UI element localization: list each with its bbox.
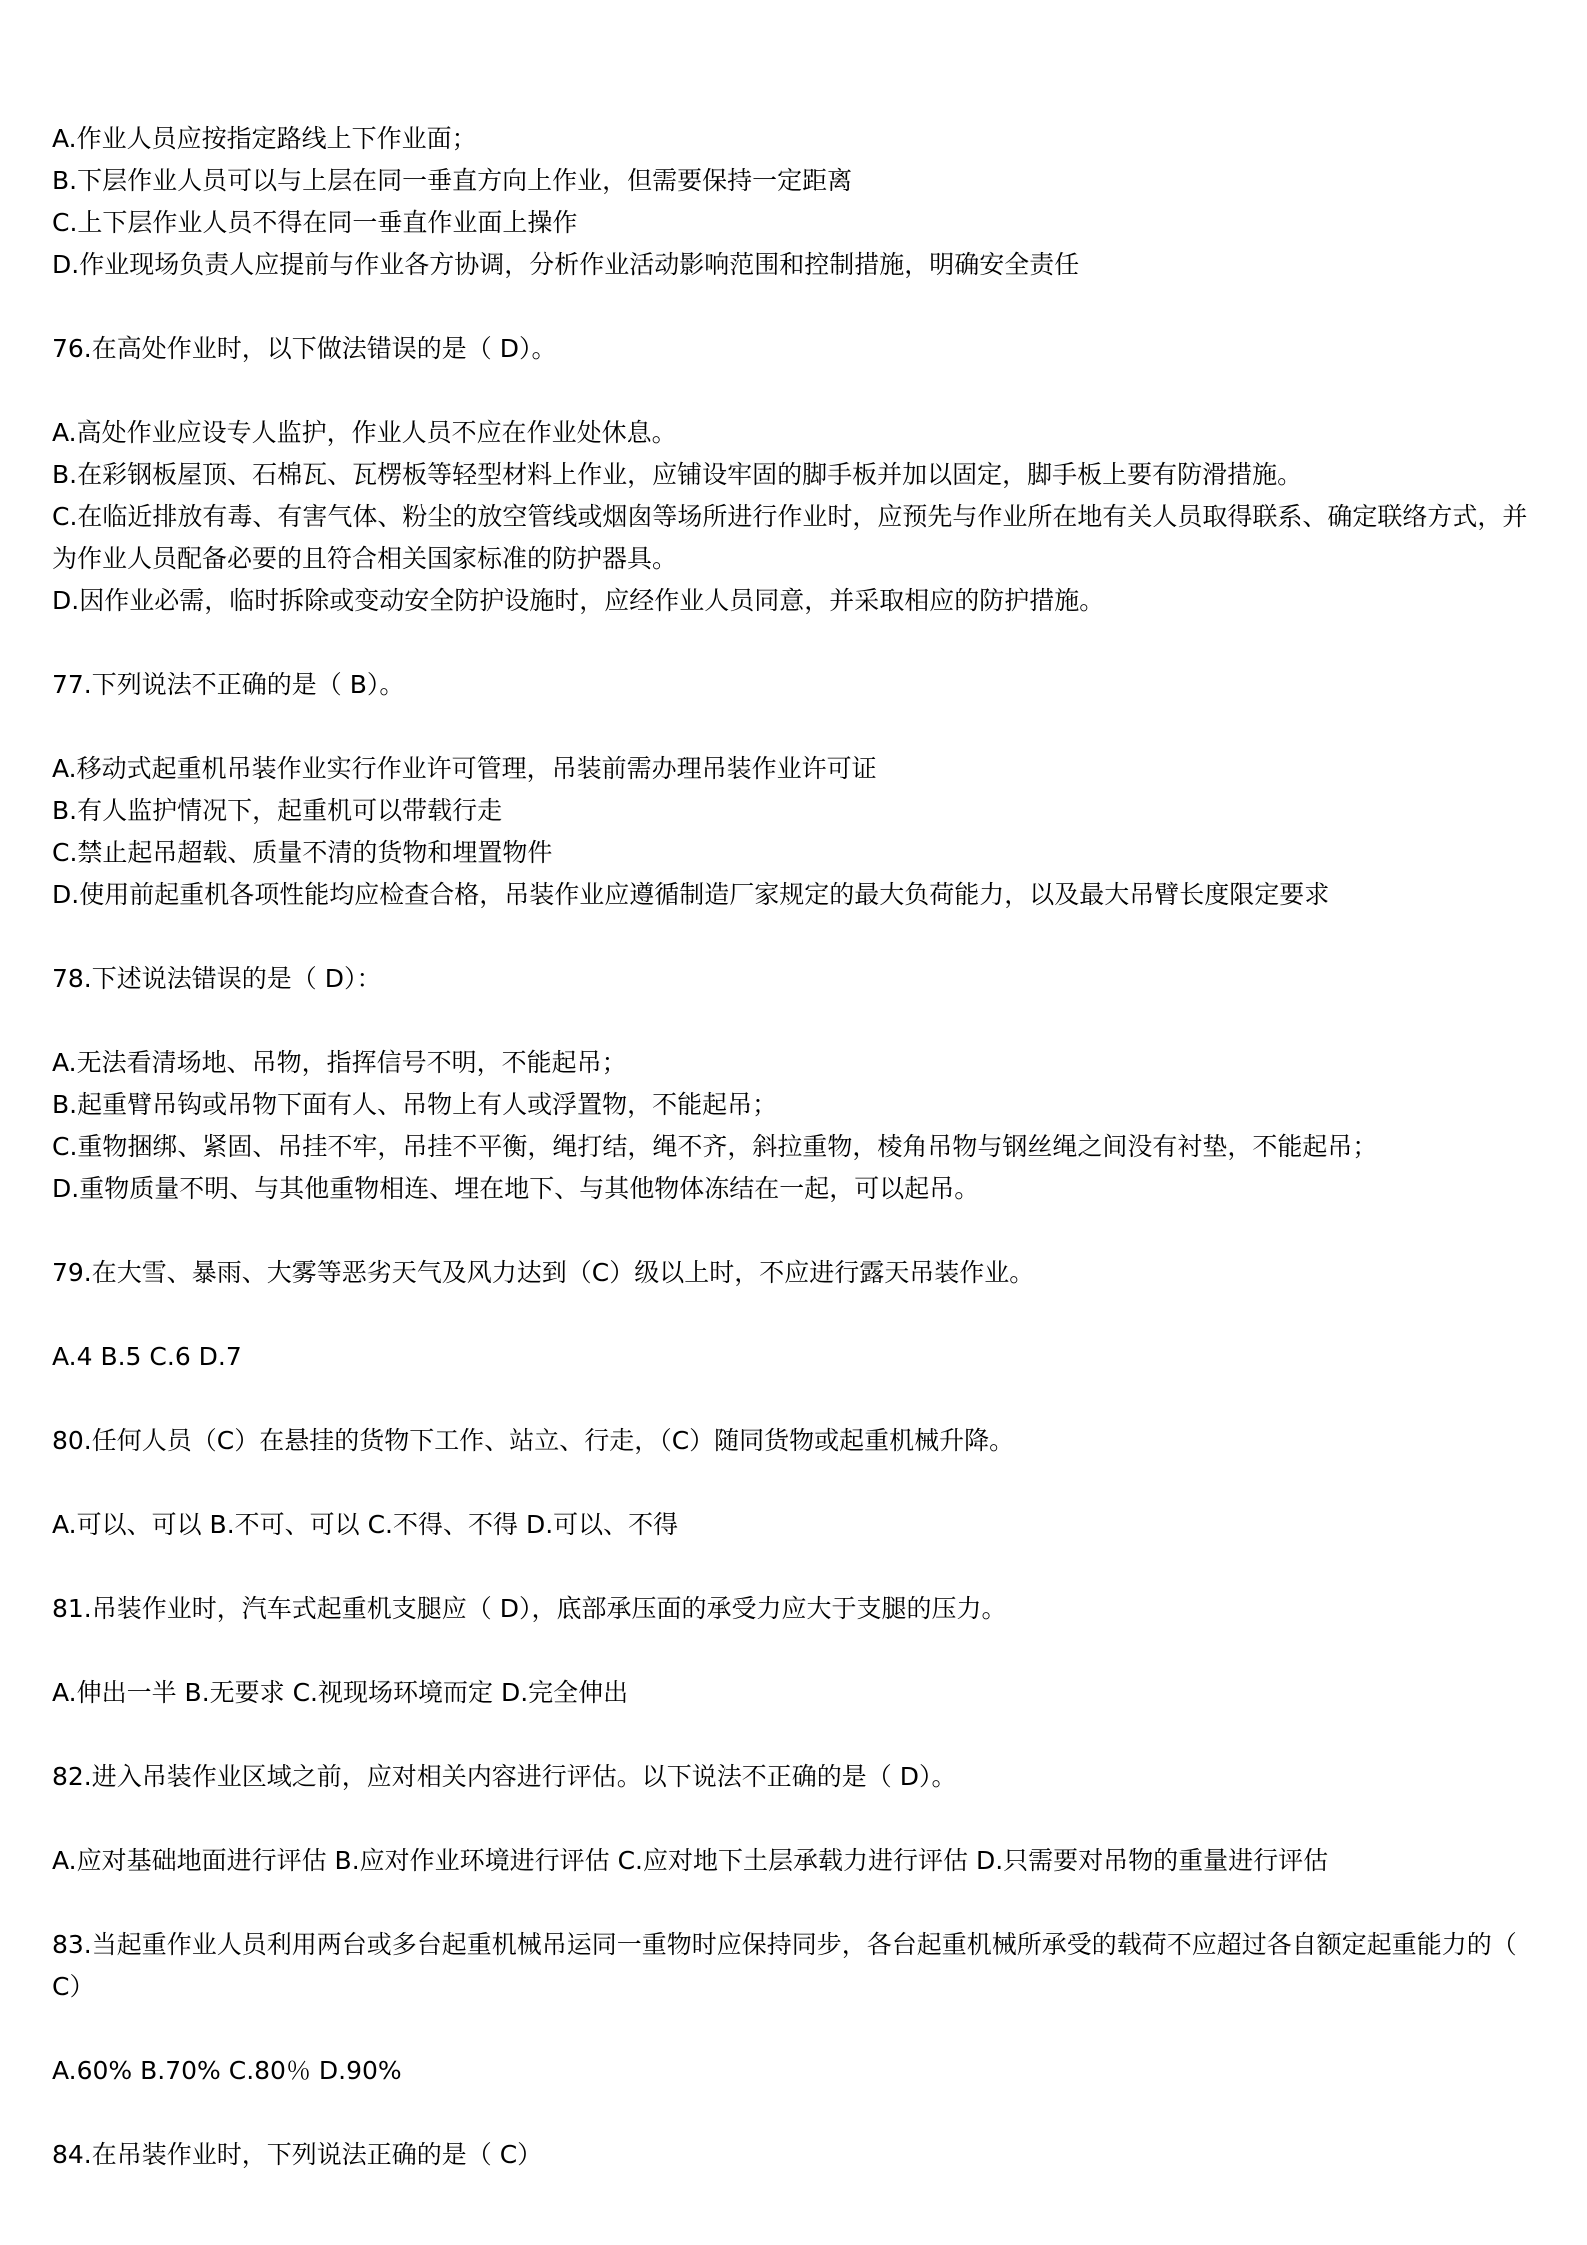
question-82: 82.进入吊装作业区域之前，应对相关内容进行评估。以下说法不正确的是（ D）。 <box>52 1762 957 1791</box>
option-line: C.禁止起吊超载、质量不清的货物和埋置物件 <box>52 838 553 867</box>
options-line: A.4 B.5 C.6 D.7 <box>52 1342 242 1371</box>
spacer <box>52 370 1552 412</box>
option-line: C.重物捆绑、紧固、吊挂不牢，吊挂不平衡，绳打结，绳不齐，斜拉重物，棱角吊物与钢丝绳之间没有衬垫，不能起吊； <box>52 1132 1378 1161</box>
spacer <box>52 286 1552 328</box>
option-line: B.下层作业人员可以与上层在同一垂直方向上作业，但需要保持一定距离 <box>52 166 853 195</box>
question-83: 83.当起重作业人员利用两台或多台起重机械吊运同一重物时应保持同步，各台起重机械所承受的载荷不应超过各自额定起重能力的（ C） <box>52 1930 1517 2001</box>
spacer <box>52 622 1552 664</box>
spacer <box>52 1210 1552 1252</box>
question-81: 81.吊装作业时，汽车式起重机支腿应（ D），底部承压面的承受力应大于支腿的压力。 <box>52 1594 1007 1623</box>
option-line: A.作业人员应按指定路线上下作业面； <box>52 124 477 153</box>
option-line: B.有人监护情况下，起重机可以带载行走 <box>52 796 503 825</box>
options-line: A.60% B.70% C.80％ D.90% <box>52 2056 402 2085</box>
question-77: 77.下列说法不正确的是（ B）。 <box>52 670 405 699</box>
option-line: B.起重臂吊钩或吊物下面有人、吊物上有人或浮置物，不能起吊； <box>52 1090 778 1119</box>
options-line: A.伸出一半 B.无要求 C.视现场环境而定 D.完全伸出 <box>52 1678 629 1707</box>
spacer <box>52 1546 1552 1588</box>
document-page <box>52 118 1552 2176</box>
question-76: 76.在高处作业时，以下做法错误的是（ D）。 <box>52 334 557 363</box>
options-line: A.应对基础地面进行评估 B.应对作业环境进行评估 C.应对地下土层承载力进行评估 D.只需要对吊物的重量进行评估 <box>52 1846 1329 1875</box>
option-line: A.移动式起重机吊装作业实行作业许可管理，吊装前需办理吊装作业许可证 <box>52 754 877 783</box>
option-line: D.作业现场负责人应提前与作业各方协调，分析作业活动影响范围和控制措施，明确安全责任 <box>52 250 1080 279</box>
spacer <box>52 1378 1552 1420</box>
spacer <box>52 1714 1552 1756</box>
spacer <box>52 1882 1552 1924</box>
spacer <box>52 1000 1552 1042</box>
option-line: C.在临近排放有毒、有害气体、粉尘的放空管线或烟囱等场所进行作业时，应预先与作业所在地有关人员取得联系、确定联络方式，并为作业人员配备必要的且符合相关国家标准的防护器具。 <box>52 502 1528 573</box>
question-80: 80.任何人员（C）在悬挂的货物下工作、站立、行走，（C）随同货物或起重机械升降。 <box>52 1426 1015 1455</box>
question-79: 79.在大雪、暴雨、大雾等恶劣天气及风力达到（C）级以上时，不应进行露天吊装作业。 <box>52 1258 1035 1287</box>
option-line: D.使用前起重机各项性能均应检查合格，吊装作业应遵循制造厂家规定的最大负荷能力，以及最大吊臂长度限定要求 <box>52 880 1330 909</box>
options-line: A.可以、可以 B.不可、可以 C.不得、不得 D.可以、不得 <box>52 1510 679 1539</box>
option-line: A.无法看清场地、吊物，指挥信号不明，不能起吊； <box>52 1048 627 1077</box>
option-line: A.高处作业应设专人监护，作业人员不应在作业处休息。 <box>52 418 677 447</box>
spacer <box>52 1462 1552 1504</box>
question-84: 84.在吊装作业时，下列说法正确的是（ C） <box>52 2140 543 2169</box>
option-line: D.重物质量不明、与其他重物相连、埋在地下、与其他物体冻结在一起，可以起吊。 <box>52 1174 980 1203</box>
spacer <box>52 916 1552 958</box>
option-line: B.在彩钢板屋顶、石棉瓦、瓦楞板等轻型材料上作业，应铺设牢固的脚手板并加以固定，脚手板上要有防滑措施。 <box>52 460 1303 489</box>
option-line: C.上下层作业人员不得在同一垂直作业面上操作 <box>52 208 578 237</box>
spacer <box>52 1798 1552 1840</box>
spacer <box>52 1630 1552 1672</box>
spacer <box>52 706 1552 748</box>
spacer <box>52 2092 1552 2134</box>
question-78: 78.下述说法错误的是（ D）： <box>52 964 382 993</box>
option-line: D.因作业必需，临时拆除或变动安全防护设施时，应经作业人员同意，并采取相应的防护措施。 <box>52 586 1105 615</box>
spacer <box>52 1294 1552 1336</box>
spacer <box>52 2008 1552 2050</box>
